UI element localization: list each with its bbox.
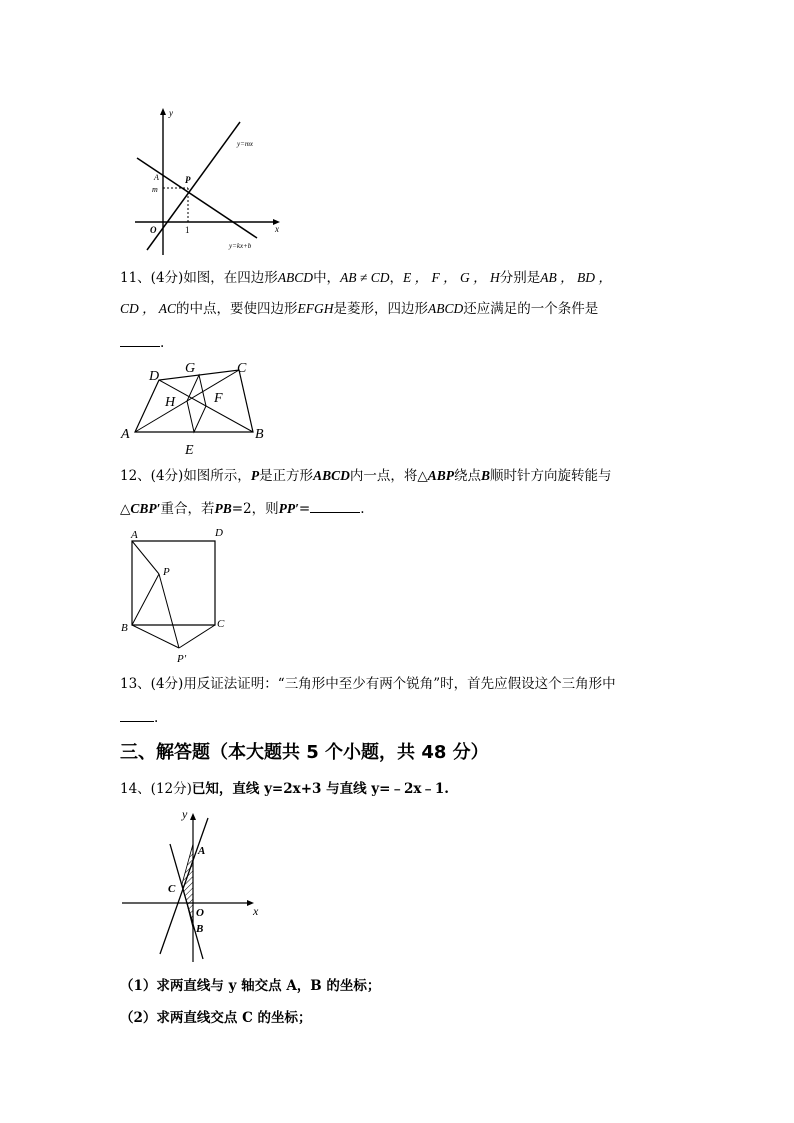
segment-BP-prime xyxy=(132,625,179,648)
q13-answer-blank[interactable] xyxy=(120,707,154,722)
label-B: B xyxy=(121,622,128,634)
q13-answer-line: . xyxy=(120,707,158,728)
q13-number: 13、(4分) xyxy=(120,676,184,692)
q11-line1: 11、(4分)如图，在四边形ABCD中，AB ≠ CD，E ， F ， G ， H分别是AB ， BD ， xyxy=(120,270,612,286)
q14-line1: 14、(12分)已知，直线 y=2x+3 与直线 y=﹣2x﹣1. xyxy=(120,781,449,797)
y-axis-arrow xyxy=(190,813,196,820)
quad-EFGH xyxy=(187,375,206,432)
label-O: O xyxy=(196,907,204,919)
q11-line2: CD ， AC的中点，要使四边形EFGH是菱形，四边形ABCD还应满足的一个条件是 xyxy=(120,301,599,317)
label-y: y xyxy=(182,807,188,821)
label-D: D xyxy=(149,369,160,384)
label-origin: O xyxy=(150,225,157,235)
figure-3-square xyxy=(115,524,235,668)
label-G: G xyxy=(185,361,196,376)
figure-4-two-lines xyxy=(118,804,268,966)
label-C: C xyxy=(217,618,225,630)
label-x: x xyxy=(275,224,279,234)
segment-CP-prime xyxy=(179,625,215,648)
line-y-mx xyxy=(147,122,240,250)
label-A: A xyxy=(154,173,159,182)
q11-answer-blank[interactable] xyxy=(120,332,160,347)
label-x: x xyxy=(253,904,259,918)
q11-answer-line: . xyxy=(120,332,164,353)
label-y: y xyxy=(169,108,173,118)
segment-PP xyxy=(159,574,179,648)
label-C: C xyxy=(168,883,176,895)
label-A: A xyxy=(198,845,206,857)
label-P: P xyxy=(163,566,170,578)
label-P: P xyxy=(185,175,191,185)
q12-number: 12、(4分) xyxy=(120,468,184,484)
q14-sub1: （1）求两直线与 y 轴交点 A，B 的坐标； xyxy=(120,978,381,994)
q14-sub2: （2）求两直线交点 C 的坐标； xyxy=(120,1010,312,1026)
figure-1-linear-graph xyxy=(125,100,295,260)
square-ABCD xyxy=(132,541,215,625)
label-H: H xyxy=(165,395,176,410)
label-B: B xyxy=(196,923,204,935)
q12-line1: 12、(4分)如图所示，P是正方形ABCD内一点，将△ABP绕点B顺时针方向旋转能与 xyxy=(120,468,612,484)
section-3-heading: 三、解答题（本大题共 5 个小题，共 48 分） xyxy=(120,742,489,763)
label-y-mx: y=mx xyxy=(237,140,253,148)
label-1: 1 xyxy=(185,225,190,235)
q12-line2: △CBP′重合，若PB=2，则PP′= . xyxy=(120,498,365,519)
q11-number: 11、(4分) xyxy=(120,270,184,286)
q14-number: 14、(12分) xyxy=(120,781,192,797)
label-C: C xyxy=(237,361,247,376)
label-P-prime: P′ xyxy=(177,653,187,665)
q13-line1: 13、(4分)用反证法证明：“三角形中至少有两个锐角”时，首先应假设这个三角形中 xyxy=(120,676,616,692)
label-E: E xyxy=(185,443,194,458)
label-m: m xyxy=(152,185,158,194)
label-F: F xyxy=(214,391,223,406)
segment-BP xyxy=(132,574,159,625)
label-D: D xyxy=(215,527,223,539)
label-A: A xyxy=(131,529,138,541)
y-axis-arrow xyxy=(160,108,166,115)
figure-2-quadrilateral xyxy=(115,356,275,460)
label-A: A xyxy=(121,427,130,442)
label-y-kx-b: y=kx+b xyxy=(229,242,252,250)
label-B: B xyxy=(255,427,264,442)
line-y-neg2x-1 xyxy=(170,844,206,959)
segment-AP xyxy=(132,541,159,574)
q12-answer-blank[interactable] xyxy=(310,498,360,513)
